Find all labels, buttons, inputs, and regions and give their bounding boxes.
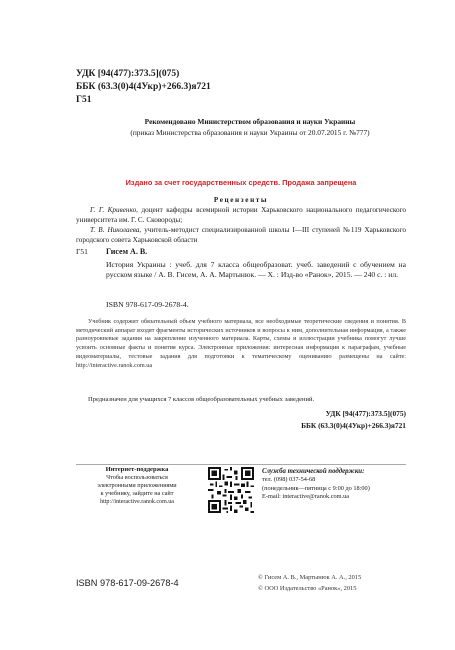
reviewer-1-text: доцент кафедры всемирной истории Харьковского национального педагогического университета им. Г. С. Сковороды;	[76, 206, 406, 224]
tech-support-hours: (понедельник—пятница с 9:00 до 18:00)	[262, 484, 370, 492]
bibliography-author: Гисем А. В.	[106, 247, 148, 256]
divider	[76, 464, 406, 465]
internet-support-title: Интернет-поддержка	[105, 466, 169, 473]
bbk-code: ББК (63.3(0)4(4Укр)+266.3)я721	[76, 82, 211, 92]
isbn-bottom: ISBN 978-617-09-2678-4	[76, 578, 179, 588]
tech-support-box	[262, 468, 412, 501]
bibliography-code: Г51	[76, 247, 88, 256]
reviewer-1	[76, 205, 406, 225]
footer-bbk: ББК (63.3(0)4(4Укр)+266.3)я721	[301, 421, 406, 430]
udk-code: УДК [94(477):373.5](075)	[76, 69, 180, 79]
internet-support-line-1: Чтобы воспользоваться	[106, 474, 168, 481]
reviewer-2-name: Т. В. Николаева,	[90, 226, 142, 234]
intended-for-text: Предназначен для учащихся 7 классов общеобразовательных учебных заведений.	[88, 396, 315, 403]
internet-support-line-3: к учебнику, зайдите на сайт	[100, 490, 174, 497]
author-code: Г51	[76, 95, 92, 105]
reviewer-2-text: учитель-методист специализированной школы I—III ступеней №119 Харьковского городского совета Харьковской области	[76, 226, 406, 244]
internet-support-box	[76, 466, 198, 506]
order-line: (приказ Министерства образования и науки Украины от 20.07.2015 г. №777)	[130, 128, 370, 137]
funding-notice: Издано за счет государственных средств. Продажа запрещена	[125, 178, 357, 187]
tech-support-title: Служба технической поддержки:	[262, 468, 365, 475]
recommendation-line: Рекомендовано Министерством образования и науки Украины	[144, 117, 356, 126]
bibliography-description: История Украины : учеб. для 7 класса общеобразоват. учеб. заведений с обучением на русском языке / А. В. Гисем, А. А. Мартынюк. — Х. : Изд-во «Ранок», 2015. — 240 с. : ил.	[106, 260, 406, 280]
annotation-text: Учебник содержит обязательный объем учебного материала, все необходимые теоретические сведения и понятия. В методический аппарат входят фрагменты исторических источников и вопросы к ним, дополнительная информация, а также разноуровневые задания на закрепление изученного материала. Карты, схемы и иллюстрации учебника помогут лучше усвоить основные факты и понятия курса. Электронные приложения: интересная информация к параграфам, учебные видеоматериалы, тестовые задания для подготовки к тематическому оцениванию размещены на сайте: http://interactive.ranok.com.ua	[76, 318, 406, 369]
reviewer-2	[76, 225, 406, 245]
tech-support-phone[interactable]: тел. (098) 037-54-68	[262, 476, 316, 484]
internet-support-line-2: электронными приложениями	[97, 482, 177, 489]
internet-support-url[interactable]: http://interactive.ranok.com.ua	[100, 499, 174, 505]
reviewers-block	[76, 195, 406, 245]
reviewers-title: Рецензенты	[213, 196, 269, 204]
reviewer-1-name: Г. Г. Кривенко,	[90, 206, 138, 214]
qr-code-icon[interactable]	[208, 467, 254, 513]
footer-udk: УДК [94(477):373.5](075)	[325, 409, 406, 418]
tech-support-email[interactable]: E-mail: interactive@ranok.com.ua	[262, 492, 350, 500]
bibliography-isbn: ISBN 978-617-09-2678-4.	[106, 300, 189, 309]
copyright-authors: © Гисем А. В., Мартынюк А. А., 2015	[258, 574, 362, 581]
copyright-publisher: © ООО Издательство «Ранок», 2015	[258, 585, 357, 592]
